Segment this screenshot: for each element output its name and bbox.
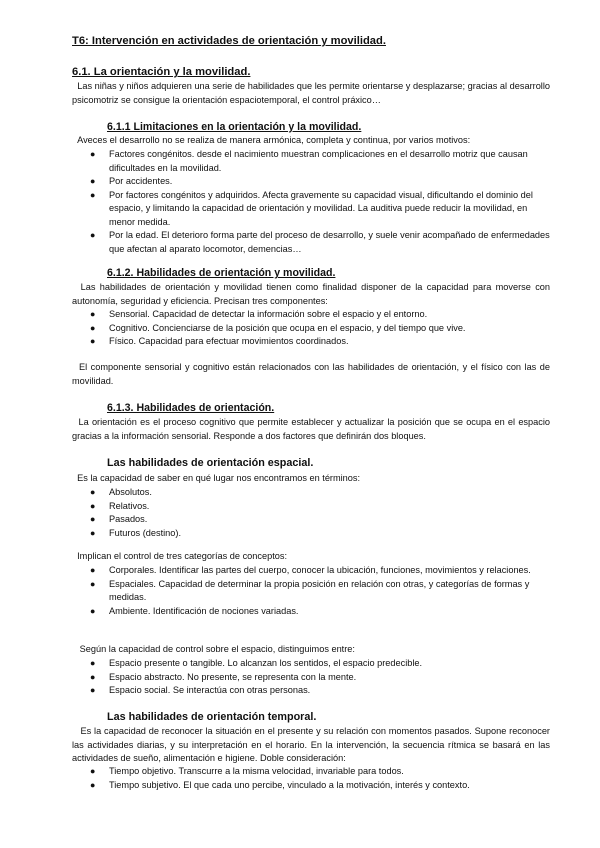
bullet-icon: ● <box>90 779 96 790</box>
heading-temporal: Las habilidades de orientación temporal. <box>107 711 317 723</box>
bullet-icon: ● <box>90 514 96 524</box>
paragraph-espacios: Según la capacidad de control sobre el espacio, distinguimos entre: <box>79 644 355 654</box>
list-item: ● Corporales. Identificar las partes del cuerpo, conocer la ubicación, funciones, movimientos y relaciones. <box>72 564 550 578</box>
document-title: T6: Intervención en actividades de orientación y movilidad. <box>72 35 386 47</box>
heading-6-1-2: 6.1.2. Habilidades de orientación y movilidad. <box>107 267 336 279</box>
paragraph-6-1-1: Aveces el desarrollo no se realiza de manera armónica, completa y continua, por varios motivos: <box>77 135 471 145</box>
list-item: ● Cognitivo. Concienciarse de la posición que ocupa en el espacio, y del tiempo que vive. <box>72 322 550 336</box>
heading-6-1: 6.1. La orientación y la movilidad. <box>72 66 251 78</box>
list-conceptos <box>72 564 550 618</box>
list-espacios <box>72 657 550 698</box>
list-item: ● Físico. Capacidad para efectuar movimientos coordinados. <box>72 335 550 349</box>
bullet-icon: ● <box>90 565 96 575</box>
list-item: ● Por factores congénitos y adquiridos. Afecta gravemente su capacidad visual, dificultando el dominio del espacio, y limitando la capacidad de orientación y movilidad. La auditiva puede reducir la movilidad, en menor medida. <box>90 189 533 227</box>
list-item: ● Absolutos. <box>72 486 550 500</box>
heading-6-1-3: 6.1.3. Habilidades de orientación. <box>107 402 275 414</box>
paragraph-conceptos: Implican el control de tres categorías de conceptos: <box>77 551 288 561</box>
bullet-icon: ● <box>90 685 96 695</box>
paragraph-6-1-2-closing: El componente sensorial y cognitivo están relacionados con las habilidades de orientación, y el físico con las de movilidad. <box>72 362 550 386</box>
list-terminos <box>72 486 550 540</box>
heading-espacial: Las habilidades de orientación espacial. <box>107 457 314 469</box>
paragraph-6-1-2: Las habilidades de orientación y movilidad tienen como finalidad disponer de la capacidad para moverse con autonomía, seguridad y eficiencia. Precisan tres componentes: <box>72 282 551 306</box>
bullet-icon: ● <box>90 605 96 616</box>
bullet-icon: ● <box>90 658 96 668</box>
bullet-icon: ● <box>90 336 96 346</box>
list-item: ● Por la edad. El deterioro forma parte del proceso de desarrollo, y suele venir acompañado de enfermedades que afectan al aparato locomotor, demencias… <box>90 230 550 254</box>
bullet-icon: ● <box>90 487 96 497</box>
paragraph-6-1: Las niñas y niños adquieren una serie de habilidades que les permite orientarse y desplazarse; gracias al desarrollo psicomotriz se consigue la orientación espaciotemporal, el control práxico… <box>72 81 551 105</box>
bullet-icon: ● <box>90 149 96 159</box>
list-item: ● Factores congénitos. desde el nacimiento muestran complicaciones en el desarrollo motriz que causan dificultades en la movilidad. <box>90 149 528 173</box>
bullet-icon: ● <box>90 671 96 682</box>
list-item: ● Espacio presente o tangible. Lo alcanzan los sentidos, el espacio predecible. <box>72 657 550 671</box>
bullet-icon: ● <box>90 527 96 538</box>
list-tiempos <box>72 765 550 792</box>
list-item: ● Pasados. <box>72 513 550 527</box>
list-item: ● Sensorial. Capacidad de detectar la información sobre el espacio y el entorno. <box>72 308 550 322</box>
paragraph-espacial: Es la capacidad de saber en qué lugar nos encontramos en términos: <box>77 473 361 483</box>
paragraph-temporal: Es la capacidad de reconocer la situación en el presente y su relación con momentos pasados. Supone reconocer las actividades diarias, y su interpretación en el horario. En la intervención, la secuencia rítmica se basará en las actividades de sueño, alimentación e higiene. Doble consideración: <box>72 726 550 763</box>
heading-6-1-1: 6.1.1 Limitaciones en la orientación y la movilidad. <box>107 121 362 133</box>
list-item: ● Tiempo subjetivo. El que cada uno percibe, vinculado a la motivación, interés y contexto. <box>72 779 550 793</box>
bullet-icon: ● <box>90 322 96 333</box>
bullet-icon: ● <box>90 500 96 511</box>
list-item: ● Espacio social. Se interactúa con otras personas. <box>72 684 550 698</box>
list-item: ● Por accidentes. <box>72 175 550 189</box>
bullet-icon: ● <box>90 309 96 319</box>
list-item: ● Espacio abstracto. No presente, se representa con la mente. <box>72 671 550 685</box>
list-limitaciones <box>72 148 550 256</box>
list-item: ● Relativos. <box>72 500 550 514</box>
bullet-icon: ● <box>90 766 96 776</box>
list-item: ● Futuros (destino). <box>72 527 550 541</box>
bullet-icon: ● <box>90 176 96 186</box>
list-componentes <box>72 308 550 349</box>
bullet-icon: ● <box>90 578 96 589</box>
list-item: ● Tiempo objetivo. Transcurre a la misma velocidad, invariable para todos. <box>72 765 550 779</box>
list-item: ● Ambiente. Identificación de nociones variadas. <box>72 605 550 619</box>
paragraph-6-1-3: La orientación es el proceso cognitivo que permite establecer y actualizar la posición que se ocupa en el espacio gracias a la información sensorial. Responde a dos factores que definirán dos bloques. <box>72 417 550 441</box>
bullet-icon: ● <box>90 230 96 240</box>
bullet-icon: ● <box>90 189 96 200</box>
list-item: ● Espaciales. Capacidad de determinar la propia posición en relación con otras, y categorías de formas y medidas. <box>90 578 530 602</box>
